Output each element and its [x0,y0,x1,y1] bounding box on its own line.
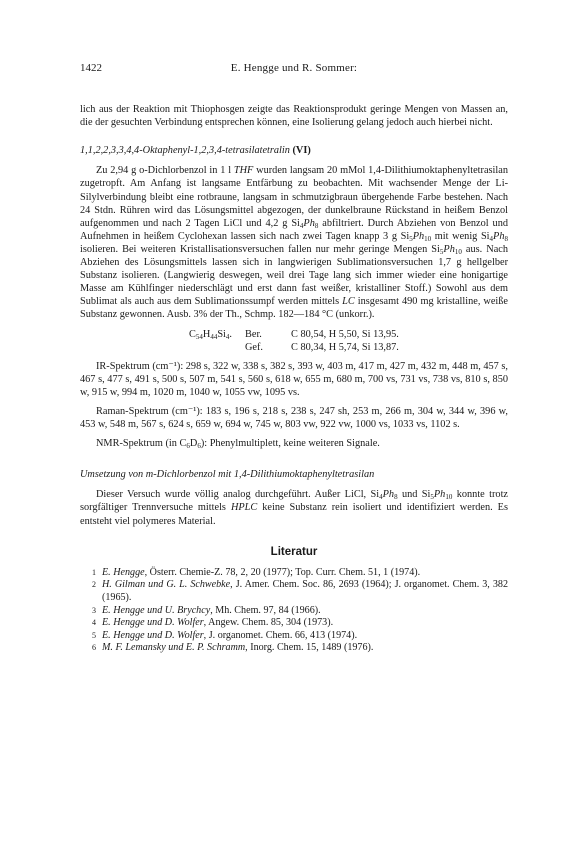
calc-values: C 80,54, H 5,50, Si 13,95. [291,328,399,340]
ir-spectrum: IR-Spektrum (cm⁻¹): 298 s, 322 w, 338 s, 382 s, 393 w, 403 m, 417 m, 427 m, 432 m, 448 m, 457 s, 467 s, 477 s, 491 s, 500 s, 507 m, 541 s, 560 s, 618 w, 655 m, 680 m, 700 vs, 731 vs, 738 vs, 810 s, 850 w, 915 w, 994 m, 1020 m, 1040 w, 1055 vw, 1095 vs. [80,360,508,398]
reference-item: 2 H. Gilman und G. L. Schwebke, J. Amer. Chem. Soc. 86, 2693 (1964); J. organomet. Chem. 3, 382 (1965). [92,579,508,603]
calc-label: Ber. [245,328,262,340]
found-label: Gef. [245,341,264,353]
reference-item: 6 M. F. Lemansky und E. P. Schramm, Inorg. Chem. 15, 1489 (1976). [92,642,374,654]
m-dichlorbenzol-paragraph: Dieser Versuch wurde völlig analog durchgeführt. Außer LiCl, $Si_4Ph_8$ und $Si_5Ph_{10}$ konnte trotz sorgfältiger Trennversuche mittels HPLC keine Substanz rein isoliert und identifiziert werden. Es entsteht viel polymeres Material. [80,489,508,527]
elemental-analysis [80,328,508,354]
header-authors: E. Hengge und R. Sommer: [230,62,358,74]
paper-page [80,62,508,655]
running-header [80,62,508,75]
reference-item: 1 E. Hengge, Österr. Chemie-Z. 78, 2, 20 (1977); Top. Curr. Chem. 51, 1 (1974). [92,566,421,578]
intro-paragraph: lich aus der Reaktion mit Thiophosgen zeigte das Reaktionsprodukt geringe Mengen von Massen an, die der gesuchten Verbindung entsprechen können, eine Isolierung gelang jedoch auch hierbei nicht. [80,104,508,129]
found-values: C 80,34, H 5,74, Si 13,87. [291,341,399,353]
nmr-spectrum: NMR-Spektrum (in $C_6D_6$): Phenylmultiplett, keine weiteren Signale. [96,438,380,451]
section-title-text: 1,1,2,2,3,3,4,4-Oktaphenyl-1,2,3,4-tetrasilatetralin [80,145,290,157]
raman-spectrum: Raman-Spektrum (cm⁻¹): 183 s, 196 s, 218 s, 238 s, 247 sh, 253 m, 266 m, 304 w, 344 w, 396 w, 453 w, 548 m, 567 s, 624 s, 659 w, 694 w, 745 w, 803 vw, 922 vw, 1000 vs, 1033 vs, 1102 s. [80,405,508,431]
reference-item: 4 E. Hengge und D. Wolfer, Angew. Chem. 85, 304 (1973). [92,617,334,629]
literature-heading: Literatur [270,545,318,558]
synthesis-paragraph: Zu 2,94 g o-Dichlorbenzol in 1 l THF wurden langsam 20 mMol 1,4-Dilithiumoktaphenyltetrasilan zugetropft. Am Anfang ist langsame Entfärbung zu beobachten. Mit wachsender Menge der Li-Silylverbindung bleibt eine rotbraune, langsam in schmutzigbraun übergehende Farbe bestehen. Nach 24 Stdn. Rühren wird das Lösungsmittel abgezogen, der dunkelbraune Rückstand in heißem Benzol aufgenommen und nach 2 Tagen LiCl und 4,2 g $Si_4Ph_8$ abfiltriert. Durch Abziehen von Benzol und Aufnehmen in heißem Cyclohexan lassen sich nach zwei Tagen knapp 3 g $Si_5Ph_{10}$ mit wenig $Si_4Ph_8$ isolieren. Bei weiteren Kristallisationsversuchen fallen nur mehr geringe Mengen $Si_5Ph_{10}$ aus. Nach Abziehen des Lösungsmittels lassen sich in langwierigen Sublimationsversuchen 1,7 g hellgelber Substanz isolieren. (Langwierig deswegen, weil drei Tage lang sich immer wieder eine honigartige Masse am Kühlfinger niederschlägt und erst dann fast weißer, kristalliner Stoff.) Sowohl aus dem Sublimat als auch aus dem Sublimationssumpf werden mittels LC insgesamt 490 mg kristalline, weiße Substanz gewonnen. Ausb. 3% der Th., Schmp. 182—184 °C (unkorr.). [80,165,509,321]
section-title-m-dichlorbenzol: Umsetzung von m-Dichlorbenzol mit 1,4-Dilithiumoktaphenyltetrasilan [80,469,375,481]
page-number: 1422 [80,62,102,74]
reference-item: 5 E. Hengge und D. Wolfer, J. organomet. Chem. 66, 413 (1974). [92,629,358,641]
reference-item: 3 E. Hengge und U. Brychcy, Mh. Chem. 97, 84 (1966). [92,604,321,616]
molecular-formula: $C_{54}H_{44}Si_4$. [189,328,232,341]
reference-list [80,567,508,655]
section-title-vi [80,144,508,157]
compound-number: (VI) [292,145,311,157]
